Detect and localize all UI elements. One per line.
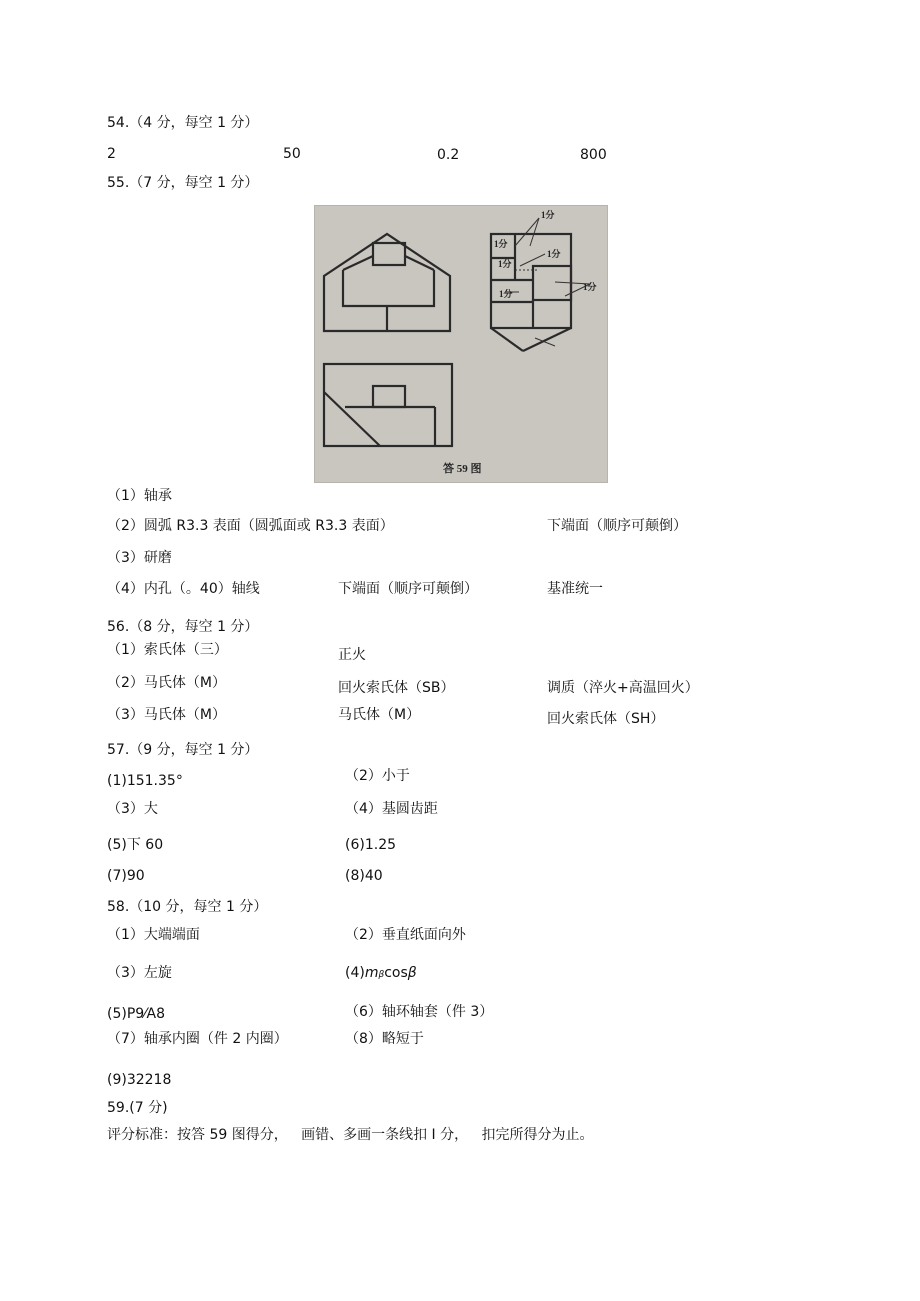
score-mark-4: 1分 xyxy=(498,259,512,269)
q54-heading: 54.（4 分，每空 1 分） xyxy=(107,115,259,131)
q54-answer-2: 50 xyxy=(283,146,301,162)
q58-answer-4: (4)mβcosβ xyxy=(345,965,417,981)
q55-answer-4c: 基准统一 xyxy=(547,581,603,597)
q56-row1-b: 正火 xyxy=(338,647,366,663)
q58-answer-1: （1）大端端面 xyxy=(107,927,200,943)
q54-answer-4: 800 xyxy=(580,147,607,163)
top-view-outline xyxy=(324,364,452,446)
q57-answer-3: （3）大 xyxy=(107,801,158,817)
q59-criteria: 评分标准：按答 59 图得分， 画错、多画一条线扣 I 分， 扣完所得分为止。 xyxy=(107,1127,594,1143)
q56-heading: 56.（8 分，每空 1 分） xyxy=(107,619,259,635)
figure-caption: 答 59 图 xyxy=(443,463,482,475)
front-view-slot xyxy=(373,243,405,265)
q54-answer-1: 2 xyxy=(107,146,116,162)
q57-answer-6: (6)1.25 xyxy=(345,837,397,853)
score-mark-1: 1分 xyxy=(541,210,555,220)
q57-answer-1: (1)151.35° xyxy=(107,773,183,789)
q58-answer-8: （8）略短于 xyxy=(345,1031,424,1047)
q56-row3-a: （3）马氏体（M） xyxy=(107,707,226,723)
score-mark-6: 1分 xyxy=(499,289,513,299)
q55-answer-2a: （2）圆弧 R3.3 表面（圆弧面或 R3.3 表面） xyxy=(107,518,394,534)
q56-row3-b: 马氏体（M） xyxy=(338,707,421,723)
q55-answer-4b: 下端面（顺序可颠倒） xyxy=(338,581,478,597)
q57-answer-5: (5)下 60 xyxy=(107,837,164,853)
q55-heading: 55.（7 分，每空 1 分） xyxy=(107,175,259,191)
q57-answer-4: （4）基圆齿距 xyxy=(345,801,438,817)
q58-answer-6: （6）轴环轴套（件 3） xyxy=(345,1004,494,1020)
q56-row2-c: 调质（淬火+高温回火） xyxy=(547,680,699,696)
q56-row3-c: 回火索氏体（SH） xyxy=(547,711,665,727)
q54-answer-3: 0.2 xyxy=(437,147,460,163)
q58-answer-9: (9)32218 xyxy=(107,1072,172,1088)
drawing-views xyxy=(315,206,607,482)
q56-row1-a: （1）索氏体（三） xyxy=(107,642,228,658)
q59-heading: 59.(7 分) xyxy=(107,1100,168,1116)
score-mark-5: 1分 xyxy=(583,282,597,292)
score-mark-2: 1分 xyxy=(494,239,508,249)
q56-row2-b: 回火索氏体（SB） xyxy=(338,680,455,696)
q57-heading: 57.（9 分，每空 1 分） xyxy=(107,742,259,758)
q56-row2-a: （2）马氏体（M） xyxy=(107,675,226,691)
q55-answer-4a: （4）内孔（。40）轴线 xyxy=(107,581,260,597)
q58-heading: 58.（10 分，每空 1 分） xyxy=(107,899,268,915)
q57-answer-8: (8)40 xyxy=(345,868,383,884)
q58-answer-7: （7）轴承内圈（件 2 内圈） xyxy=(107,1031,288,1047)
q58-answer-5: (5)P9⁄A8 xyxy=(107,1006,166,1022)
q55-answer-1: （1）轴承 xyxy=(107,488,172,504)
q57-answer-2: （2）小于 xyxy=(345,768,410,784)
q58-answer-3: （3）左旋 xyxy=(107,965,172,981)
q58-answer-2: （2）垂直纸面向外 xyxy=(345,927,466,943)
score-mark-3: 1分 xyxy=(547,249,561,259)
q57-answer-7: (7)90 xyxy=(107,868,145,884)
q55-answer-2b: 下端面（顺序可颠倒） xyxy=(547,518,687,534)
q55-answer-3: （3）研磨 xyxy=(107,550,172,566)
answer-59-figure xyxy=(314,205,608,483)
